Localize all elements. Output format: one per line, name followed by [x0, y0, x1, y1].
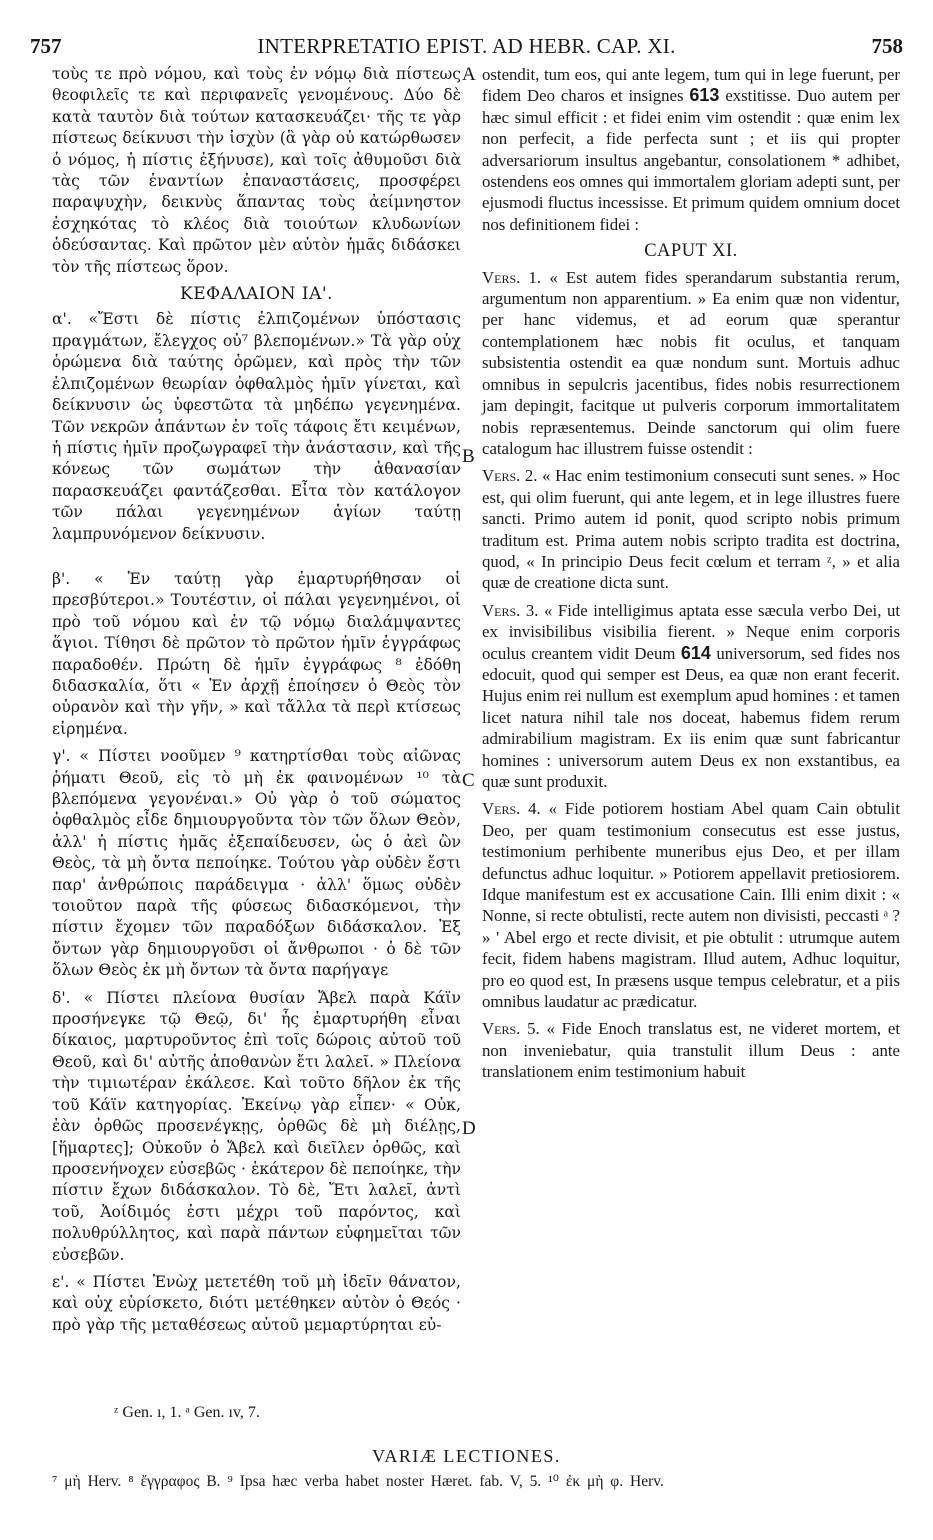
verse-text: « Fide Enoch translatus est, ne videret mortem, et non inveniebatur, quia transtulit illum Deus : ante translationem enim testimonium habuit: [482, 1019, 900, 1082]
verse-text: « Fide intelligimus aptata esse sæcula verbo Dei, ut ex invisibilibus visibilia fierent. » Neque enim corporis oculus creantem vidit Deum: [482, 600, 901, 663]
latin-verse-2: [482, 465, 900, 593]
verse-label: Vers. 1.: [482, 267, 542, 287]
margin-letter-d: D: [462, 1118, 476, 1139]
latin-chapter-heading: CAPUT XI.: [644, 241, 738, 262]
margin-letter-c: C: [462, 770, 475, 791]
greek-verse-4: δ'. « Πίστει πλείονα θυσίαν Ἄβελ παρὰ Κάϊν προσήνεγκε τῷ Θεῷ, δι' ἧς ἐμαρτυρήθη εἶναι δίκαιος, μαρτυροῦντος ἐπὶ τοῖς δώροις αὐτοῦ τοῦ Θεοῦ, καὶ δι' αὐτῆς ἀποθανὼν ἔτι λαλεῖ. » Πλείονα τὴν τιμιωτέραν ἐκάλεσε. Καὶ τοῦτο δῆλον ἐκ τῆς τοῦ Κάϊν κατηγορίας. Ἐκείνῳ γὰρ εἶπεν· « Οὐκ, ἐὰν ὀρθῶς προσενέγκῃς, ὀρθῶς δὲ μὴ διέλῃς, [ἥμαρτες]; Οὐκοῦν ὁ Ἄβελ καὶ διεῖλεν ὀρθῶς, καὶ προσενήνοχεν εὐσεβῶς · ἑκάτερον δὲ πεποίηκε, τὴν πίστιν ἔχων διδάσκαλον. Τὸ δὲ, Ἔτι λαλεῖ, ἀντὶ τοῦ, Ἀοίδιμός ἐστι μέχρι τοῦ παρόντος, καὶ πολυθρύλλητος, καὶ παρὰ πάντων εὐφημεῖται τῶν εὐσεβῶν.: [52, 988, 461, 1264]
latin-verse-4: [482, 798, 900, 1012]
verse-text: universorum, sed fides nos edocuit, quod qui semper est Deus, ea quæ non erant fecerit. Hujus enim rei nullum est exemplum apud homines : et tamen licet natura nihil tale nos doceat, habemus fidem rerum admirabilium magistram. Ex iis enim quæ sunt fabricantur homines : universorum autem Deus ex non exstantibus, ea quæ sunt produxit.: [482, 643, 900, 791]
greek-column: [52, 64, 461, 1342]
verse-text: « Est autem fides sperandarum substantia rerum, argumentum non apparentium. » Ea enim quæ non videntur, per hanc videmus, et ad eorum quæ sperantur contemplationem hæc nobis fit oculus, et tanquam subsistentia ostendit ea quæ nondum sunt. Mortuis adhuc omnibus in sepulcris jacentibus, fides nobis resurrectionem jam depingit, facitque ut pulveris corporum immortalitatem nobis repræsentemus. Deinde sanctorum qui olim fuere catalogum hac illustrem fuisse ostendit :: [482, 267, 900, 458]
verse-label: Vers. 5.: [482, 1019, 540, 1039]
page-number-left: 757: [30, 34, 62, 58]
page-number-right: 758: [871, 34, 903, 58]
patrologia-page-marker-613: 613: [689, 85, 720, 106]
latin-intro: [482, 64, 900, 235]
latin-verse-1: [482, 267, 900, 460]
scripture-footnotes: ᶻ Gen. ı, 1. ᵃ Gen. ıv, 7.: [114, 1404, 260, 1421]
latin-column: [482, 64, 900, 1089]
patrologia-page-marker-614: 614: [680, 642, 711, 663]
greek-chapter-heading: ΚΕΦΑΛΑΙΟΝ ΙΑ'.: [180, 284, 333, 305]
variae-lectiones-title: VARIÆ LECTIONES.: [372, 1446, 561, 1466]
running-title: INTERPRETATIO EPIST. AD HEBR. CAP. XI.: [257, 34, 676, 58]
page-header: [30, 34, 903, 60]
greek-verse-5: ε'. « Πίστει Ἐνὼχ μετετέθη τοῦ μὴ ἰδεῖν θάνατον, καὶ οὐχ εὑρίσκετο, διότι μετέθηκεν αὐτὸν ὁ Θεός · πρὸ γὰρ τῆς μεταθέσεως αὐτοῦ μεμαρτύρηται εὐ-: [52, 1272, 461, 1334]
latin-intro-text-b: exstitisse. Duo autem per hæc simul efficit : et fidei enim vim ostendit : quæ enim lex non perfecit, a fide perfecta sunt ; et iis qui propter adversariorum insultus angebantur, consolationem * adhibet, ostendens eos omnes qui immortalem gloriam adepti sunt, per ejusmodi fluctus incessisse. Et primum quidem omnium docet nos definitionem fidei :: [482, 86, 900, 234]
latin-intro-text-a: ostendit, tum eos, qui ante legem, tum qui in lege fuerunt, per fidem Deo charos et insignes: [482, 65, 900, 106]
verse-label: Vers. 3.: [482, 600, 539, 620]
greek-verse-2: β'. « Ἐν ταύτῃ γὰρ ἐμαρτυρήθησαν οἱ πρεσβύτεροι.» Τουτέστιν, οἱ πάλαι γεγενημένοι, οἱ πρὸ τοῦ νόμου καὶ ἐν τῷ νόμῳ διαλάμψαντες ἅγιοι. Τίθησι δὲ πρῶτον τὸ πρῶτον ἡμῖν ἐγγράφως παραδοθέν. Πρώτη δὲ ἡμῖν ἐγγράφως ⁸ ἐδόθη διδασκαλία, ὅτι « Ἐν ἀρχῇ ἐποίησεν ὁ Θεὸς τὸν οὐρανὸν καὶ τὴν γῆν, » καὶ τἄλλα τὰ περὶ κτίσεως εἰρημένα.: [52, 569, 461, 738]
greek-intro: τοὺς τε πρὸ νόμου, καὶ τοὺς ἐν νόμῳ διὰ πίστεως θεοφιλεῖς τε καὶ περιφανεῖς γενομένους. Δύο δὲ κατὰ ταυτὸν διὰ τούτων κατασκευάζει· τῆς τε γὰρ πίστεως δείκνυσι τὴν ἰσχὺν (ἃ γὰρ οὐ κατώρθωσεν ὁ νόμος, ἡ πίστις ἐξήνυσε), καὶ τοῖς ἀθυμοῦσι διὰ τὰς τῶν ἐναντίων ἐπαναστάσεις, προσφέρει παραψυχὴν, δεικνὺς ἅπαντας τοὺς ἀείμνηστον ἐσχηκότας τὸ κλέος διὰ τοιούτων κλυδωνίων ὁδεύσαντας. Καὶ πρῶτον μὲν αὐτὸν ἡμᾶς διδάσκει τὸν τῆς πίστεως ὅρον.: [52, 65, 461, 276]
greek-verse-3: γ'. « Πίστει νοοῦμεν ⁹ κατηρτίσθαι τοὺς αἰῶνας ῥήματι Θεοῦ, εἰς τὸ μὴ ἐκ φαινομένων ¹⁰ τὰ βλεπόμενα γεγονέναι.» Οὐ γὰρ ὁ τοῦ σώματος ὀφθαλμὸς εἶδε δημιουργοῦντα τὸν τῶν ὅλων Θεὸν, ἀλλ' ἡ πίστις ἡμᾶς ἐξεπαίδευσεν, ὡς ὁ ἀεὶ ὢν Θεὸς, τὰ μὴ ὄντα πεποίηκε. Τούτου γὰρ οὐδὲν ἔστι παρ' ἀνθρώποις παράδειγμα · ἀλλ' ὅμως οὐδὲν τοιοῦτον παρὰ τῆς φύσεως διδασκόμενοι, τὴν πίστιν ἔχομεν τῶν παραδόξων διδάσκαλον. Ἐξ ὄντων γὰρ δημιουργοῦσι οἱ ἄνθρωποι · ὁ δὲ τῶν ὅλων Θεὸς ἐκ μὴ ὄντων τὰ ὄντα παρήγαγε: [52, 747, 461, 980]
variae-lectiones-notes: ⁷ μὴ Herv. ⁸ ἔγγραφος B. ⁹ Ipsa hæc verba habet noster Hæret. fab. V, 5. ¹⁰ ἐκ μὴ φ. Herv.: [52, 1473, 664, 1490]
verse-label: Vers. 2.: [482, 466, 538, 486]
margin-letter-b: B: [462, 446, 475, 467]
latin-verse-5: [482, 1018, 900, 1082]
latin-verse-3: [482, 600, 900, 793]
greek-verse-1: α'. «Ἔστι δὲ πίστις ἐλπιζομένων ὑπόστασις πραγμάτων, ἔλεγχος οὐ⁷ βλεπομένων.» Τὰ γὰρ οὐχ ὁρώμενα διὰ ταύτης ὁρῶμεν, καὶ πρὸς τὴν τῶν ἐλπιζομένων θεωρίαν ὀφθαλμὸς ἡμῖν γίνεται, καὶ δείκνυσιν ὡς ὑφεστῶτα τὰ μηδέπω γεγενημένα. Τῶν νεκρῶν ἁπάντων ἐν τοῖς τάφοις ἔτι κειμένων, ἡ πίστις ἡμῖν προζωγραφεῖ τὴν ἀνάστασιν, καὶ τῆς κόνεως τῶν σωμάτων τὴν ἀθανασίαν παρασκευάζει φαντάζεσθαι. Εἶτα τὸν κατάλογον τῶν πάλαι γεγενημένων ἁγίων ταύτῃ λαμπρυνόμενον δείκνυσιν.: [52, 310, 461, 543]
margin-letter-a: A: [462, 64, 476, 85]
verse-text: « Fide potiorem hostiam Abel quam Cain obtulit Deo, per quam testimonium consecutus est esse justus, testimonium perhibente muneribus ejus Deo, et per illam defunctus adhuc loquitur. » Potiorem appellavit pretiosiorem. Idque manifestum est ex accusatione Cain. Illi enim dixit : « Nonne, si recte obtulisti, recte autem non divisisti, peccasti ᵃ ? » ' Abel ergo et recte divisit, et pie obtulit : utrumque autem fecit, fidem habens magistram. Illud autem, Adhuc loquitur, pro eo quod est, In præsens usque tempus celebratur, et a piis omnibus laudatur ac prædicatur.: [482, 799, 901, 1012]
verse-label: Vers. 4.: [482, 799, 541, 819]
verse-text: « Hac enim testimonium consecuti sunt senes. » Hoc est, qui olim fuerunt, qui ante legem, et in lege illustres fuere sancti. Primo autem id ponit, quod scripto nobis primum traditum est. Prima autem nobis scripto tradita est doctrina, quod, « In principio Deus fecit cœlum et terram ᶻ, » et alia quæ de creatione dicta sunt.: [482, 466, 901, 593]
